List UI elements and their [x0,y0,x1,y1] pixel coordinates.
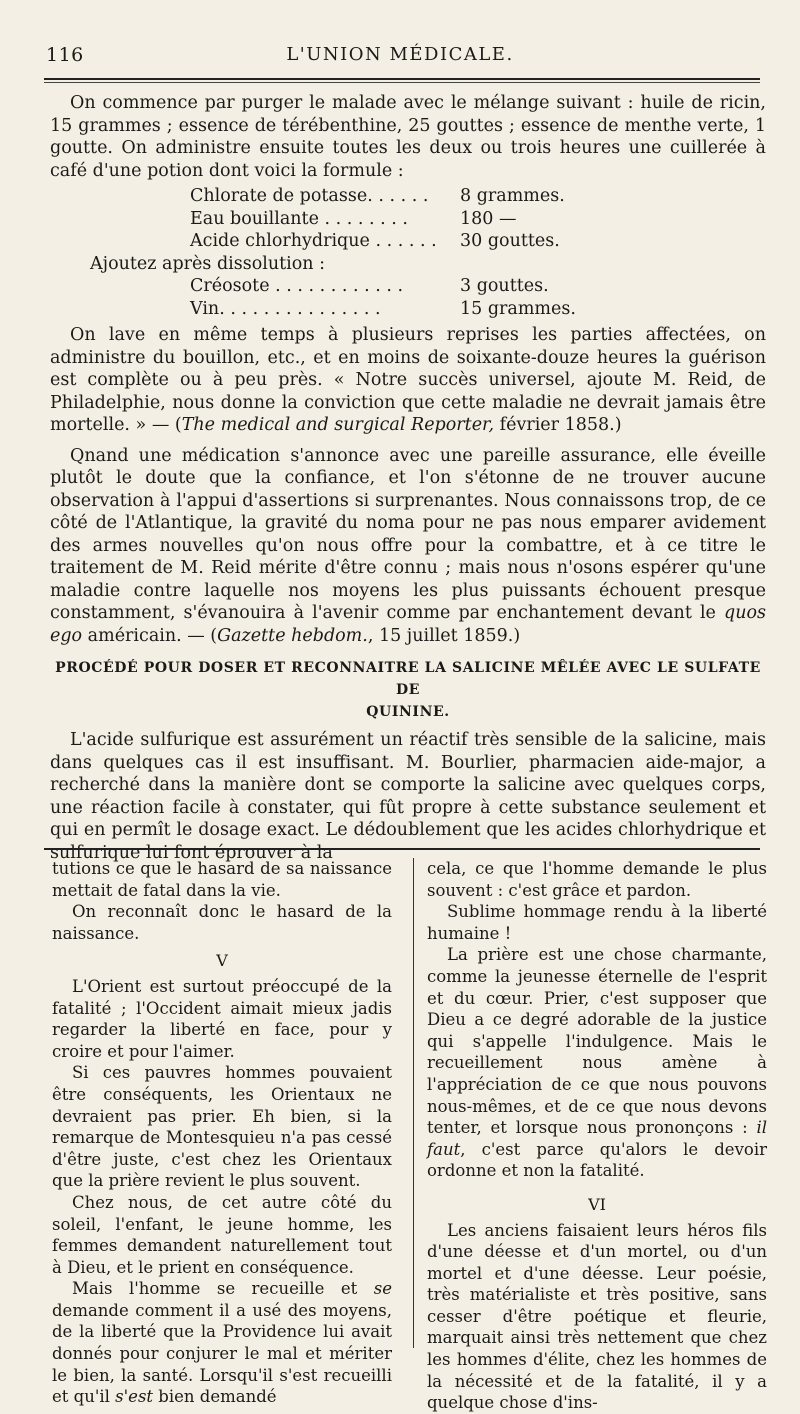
header-rule [44,78,760,80]
feuilleton-right-column [427,858,767,1414]
ingredient-name: Créosote . . . . . . . . . . . . [190,276,404,296]
emphasis: se [373,1279,392,1299]
chapter-number: V [216,951,228,971]
feuilleton-left-column [52,858,392,1408]
ingredient-amount: 180 — [460,208,517,229]
ingredient-amount: 30 gouttes. [460,231,560,251]
feuilleton-paragraph: Si ces pauvres hommes pouvaient être conséquents, les Orientaux ne devraient pas prier. Eh bien, si la remarque de Montesquieu n'a pas cessé d'être juste, c'est chez les Orientaux que la prière revient le plus souvent. [52,1063,392,1191]
formula-row [50,185,766,208]
formula-row [50,230,766,253]
commentary-text: Qnand une médication s'annonce avec une pareille assurance, elle éveille plutôt le doute que la confiance, et l'on s'étonne de ne trouver aucune observation à l'appui d'assertions si surprenantes. Nous connaissons trop, de ce côté de l'Atlantique, la gravité du noma pour ne pas nous emparer avidement des armes nouvelles qu'on nous offre pour la combattre, et à ce titre le traitement de M. Reid mérite d'être connu ; mais nous n'osons espérer qu'une maladie contre laquelle nos moyens les plus puissants échouent presque constamment, s'évanouira à l'avenir comme par enchantement devant le [50,445,766,623]
citation-source: Gazette hebdom. [217,625,368,646]
paragraph-salicine: L'acide sulfurique est assurément un réactif très sensible de la salicine, mais dans quelques cas il est insuffisant. M. Bourlier, pharmacien aide-major, a recherché dans la manière dont se comporte la salicine avec quelques corps, une réaction facile à constater, qui fût propre à cette substance seulement et qui en permît le dosage exact. Le dédoublement que les acides chlorhydrique et sulfurique lui font éprouver à la [50,730,766,863]
emphasis: s'est [115,1387,154,1407]
treatment-text: On lave en même temps à plusieurs reprises les parties affectées, on administre du bouillon, etc., et en moins de soixante-douze heures la guérison est complète ou à peu près. « Notre succès universel, ajoute M. Reid, de Philadelphie, nous donne la conviction que cette maladie ne devrait jamais être mortelle. » — ( [50,325,766,435]
header-rule-thin [44,82,760,83]
chapter-number: VI [588,1194,606,1214]
feuilleton-paragraph: Sublime hommage rendu à la liberté humaine ! [427,902,767,943]
feuilleton-text: , c'est parce qu'alors le devoir ordonne et non la fatalité. [427,1139,767,1181]
spacer [427,1182,767,1188]
ingredient-name: Vin. . . . . . . . . . . . . . . [190,298,381,319]
feuilleton-text: demande comment il a usé des moyens, de la liberté que la Providence lui avait donnés pour conjurer le mal et mériter le bien, la santé. Lorsqu'il s'est recueilli et qu'il [52,1300,392,1407]
formula-note: Ajoutez après dissolution : [90,253,326,274]
feuilleton-paragraph [52,1278,392,1408]
formula-note-row [50,253,766,276]
section-title [50,657,766,723]
section-title-line: PROCÉDÉ POUR DOSER ET RECONNAITRE LA SALICINE MÊLÉE AVEC LE SULFATE DE [55,660,761,698]
feuilleton-paragraph: L'Orient est surtout préoccupé de la fatalité ; l'Occident aimait mieux jadis regarder la liberté en face, pour y croire et pour l'aimer. [52,976,392,1061]
paragraph-purge: On commence par purger le malade avec le mélange suivant : huile de ricin, 15 grammes ; essence de térébenthine, 25 gouttes ; essence de menthe verte, 1 goutte. On administre ensuite toutes les deux ou trois heures une cuillerée à café d'une potion dont voici la formule : [50,93,766,181]
citation-date: , 15 juillet 1859.) [367,625,521,646]
feuilleton-text: bien demandé [153,1387,277,1407]
feuilleton-paragraph [427,944,767,1182]
ingredient-name: Acide chlorhydrique . . . . . . [190,231,437,251]
emphasis: il faut [427,1118,767,1159]
feuilleton-paragraph: Les anciens faisaient leurs héros fils d'une déesse et d'un mortel, ou d'un mortel et d'une déesse. Leur poésie, très matérialiste et très positive, sans cesser d'être poétique et fleurie, marquait ainsi très nettement que chez les hommes d'élite, chez les hommes de la nécessité et de la fatalité, il y a quelque chose d'ins- [427,1220,767,1413]
formula-row [50,298,766,321]
ingredient-amount: 3 gouttes. [460,276,549,296]
commentary-mid: américain. — ( [82,625,218,646]
feuilleton-text: Mais l'homme se recueille et [72,1279,374,1299]
ingredient-name: Eau bouillante . . . . . . . . [190,208,408,229]
running-head [40,44,760,70]
main-text [50,92,766,864]
feuilleton-paragraph: tutions ce que le hasard de sa naissance mettait de fatal dans la vie. [52,859,392,900]
paragraph-commentary [50,445,766,648]
ingredient-amount: 8 grammes. [460,186,565,206]
feuilleton-paragraph: Chez nous, de cet autre côté du soleil, l'enfant, le jeune homme, les femmes demandent naturellement tout à Dieu, et le prient en conséquence. [52,1192,392,1277]
quos-ego: quos ego [50,603,766,646]
citation-source: The medical and surgical Reporter, [181,415,495,435]
paragraph-treatment [50,324,766,437]
feuilleton-rule [44,848,760,850]
formula-row [50,275,766,298]
ingredient-amount: 15 grammes. [460,298,576,319]
formula-row [50,208,766,231]
formula-block [50,185,766,320]
journal-title: L'UNION MÉDICALE. [286,44,514,65]
page-number: 116 [46,44,84,66]
section-title-line: QUININE. [366,704,450,720]
citation-date: février 1858.) [494,415,622,435]
ingredient-name: Chlorate de potasse. . . . . . [190,186,429,206]
column-divider [413,858,414,1348]
feuilleton-paragraph: On reconnaît donc le hasard de la naissance. [52,902,392,943]
feuilleton-paragraph: cela, ce que l'homme demande le plus souvent : c'est grâce et pardon. [427,859,767,900]
feuilleton-text: La prière est une chose charmante, comme la jeunesse éternelle de l'esprit et du cœur. Prier, c'est supposer que Dieu a ce degré adorable de la justice qui s'appelle l'indulgence. Mais le recueillement nous amène à l'appréciation de ce que nous pouvons nous-mêmes, et de ce que nous devons tenter, et lorsque nous prononçons : [427,945,767,1138]
